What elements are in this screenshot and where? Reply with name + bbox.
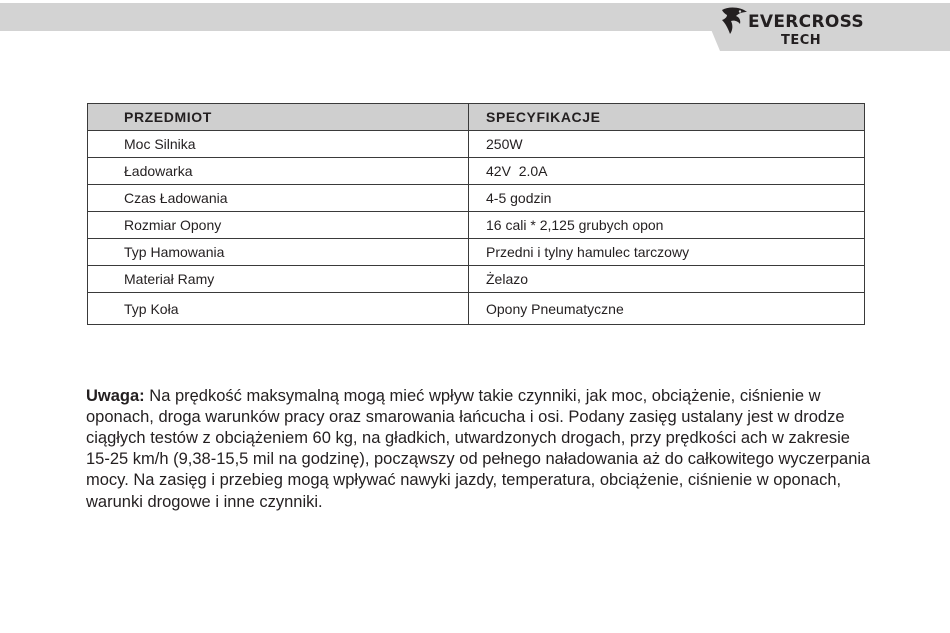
row-label: Moc Silnika [88,131,469,158]
spec-table [87,103,865,325]
row-value: Przedni i tylny hamulec tarczowy [469,239,865,266]
note-paragraph [86,386,876,513]
row-value: Żelazo [469,266,865,293]
header-spec: SPECYFIKACJE [469,104,865,131]
table-row [88,185,865,212]
brand-name-line2: TECH [781,33,822,48]
row-label: Ładowarka [88,158,469,185]
brand-name-line1: EVERCROSS [748,12,864,32]
row-label: Materiał Ramy [88,266,469,293]
table-row [88,266,865,293]
table-header-row [88,104,865,131]
row-label: Typ Koła [88,293,469,325]
note-label: Uwaga: [86,386,145,405]
row-value: Opony Pneumatyczne [469,293,865,325]
row-value: 250W [469,131,865,158]
row-value: 16 cali * 2,125 grubych opon [469,212,865,239]
note-text: Na prędkość maksymalną mogą mieć wpływ takie czynniki, jak moc, obciążenie, ciśnienie w oponach, droga warunków pracy oraz smarowania łańcucha i osi. Podany zasięg ustalany jest w drodze ciągłych testów z obciążeniem 60 kg, na gładkich, utwardzonych drogach, przy prędkości ach w zakresie 15-25 km/h (9,38-15,5 mil na godzinę), począwszy od pełnego naładowania aż do całkowitego wyczerpania mocy. Na zasięg i przebieg mogą wpływać nawyki jazdy, temperatura, obciążenie, ciśnienie w oponach, warunki drogowe i inne czynniki. [86,386,871,511]
table-row [88,131,865,158]
table-row [88,158,865,185]
header-item: PRZEDMIOT [88,104,469,131]
row-value: 42V 2.0A [469,158,865,185]
row-label: Typ Hamowania [88,239,469,266]
table-row [88,239,865,266]
row-value: 4-5 godzin [469,185,865,212]
row-label: Rozmiar Opony [88,212,469,239]
row-label: Czas Ładowania [88,185,469,212]
table-row [88,293,865,325]
table-row [88,212,865,239]
